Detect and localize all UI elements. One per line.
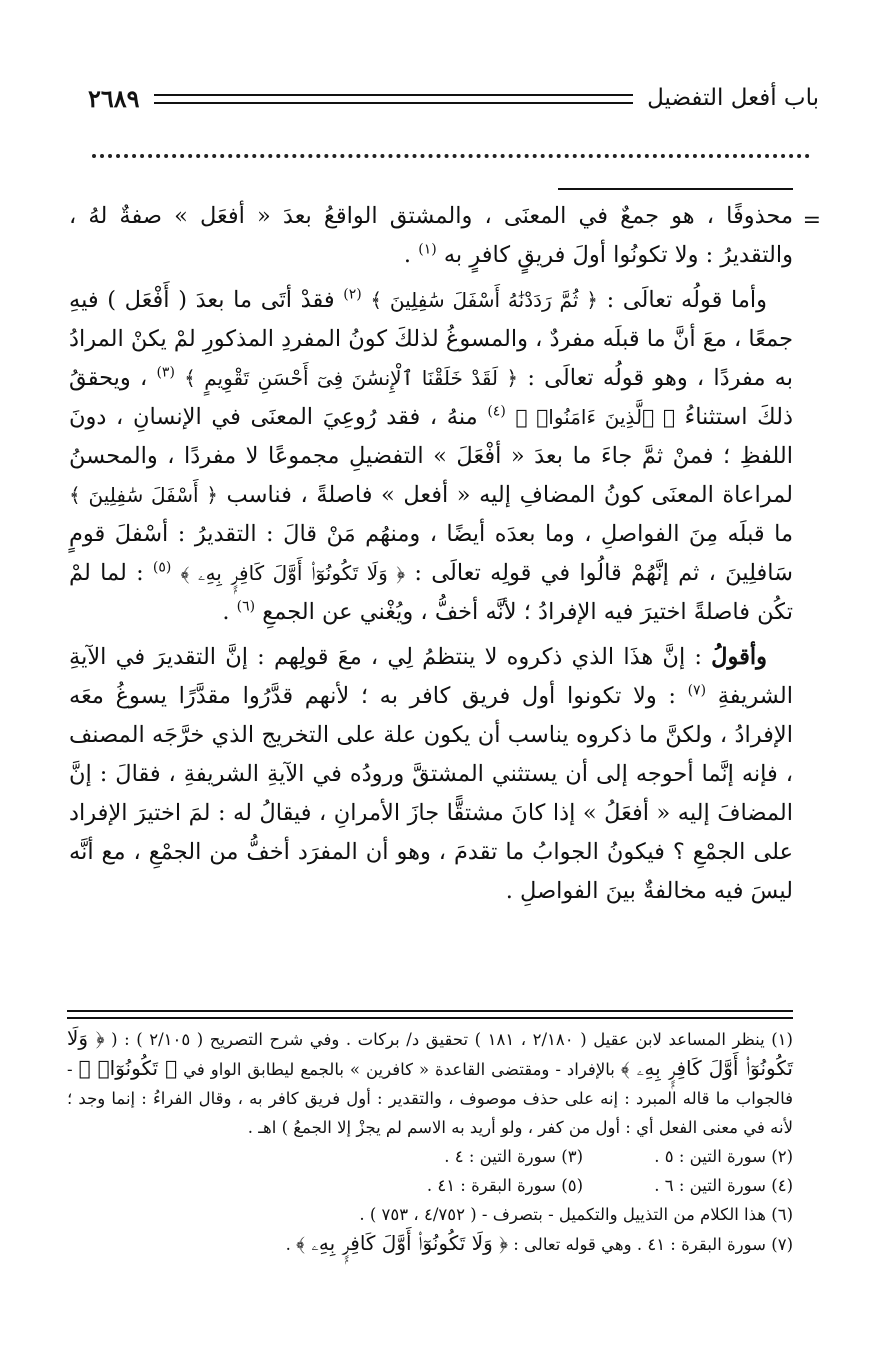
footnote-row [67,1171,793,1200]
paragraph-2: وأما قولُه تعالَى : ﴿ ثُمَّ رَدَدْنَٰهُ أَسْفَلَ سَٰفِلِينَ ﴾ $^{(٢)}$ فقدْ أتَى ما بعدَ ( أَفْعَل ) فيهِ جمعًا ، معَ أنَّ ما قبلَه مفردٌ ، والمسوغُ لذلكَ كونُ المفردِ المذكورِ لمْ يكنْ المرادُ به مفردًا ، وهو قولُه تعالَى : ﴿ لَقَدْ خَلَقْنَا ٱلْإِنسَٰنَ فِىٓ أَحْسَنِ تَقْوِيمٍ ﴾ $^{(٣)}$ ، ويحققُ ذلكَ استثناءُ ﴿ ٱلَّذِينَ ءَامَنُوا۟ ﴾ $^{(٤)}$ منهُ ، فقد رُوعِيَ المعنَى في الإنسانِ ، دونَ اللفظِ ؛ فمنْ ثمَّ جاءَ ما بعدَ « أفْعَلَ » التفضيلِ مجموعًا لا مفردًا ، والمحسنُ لمراعاة المعنَى كونُ المضافِ إليه « أفعل » فاصلةً ، فناسب ﴿ أَسْفَلَ سَٰفِلِينَ ﴾ ما قبلَه مِنَ الفواصلِ ، وما بعدَه أيضًا ، ومنهُم مَنْ قالَ : التقديرُ : أسْفلَ قومٍ سَافلِينَ ، ثم إنَّهُمْ قالُوا في قولِه تعالَى : ﴿ وَلَا تَكُونُوٓا۟ أَوَّلَ كَافِرٍۭ بِهِۦ ﴾ $^{(٥)}$ : لما لمْ تكُن فاصلةً اختيرَ فيه الإفرادُ ؛ لأنَّه أخفُّ ، ويُغْني عن الجمعِ $^{(٦)}$ . [68,286,794,625]
lead-word: وأقولُ [711,644,767,670]
header-rule [154,94,634,104]
quran-verse: ﴿ وَلَا تَكُونُوٓا۟ أَوَّلَ كَافِرٍۭ بِهِۦ ﴾ [296,1231,508,1255]
page-number: ٢٦٨٩ [88,83,140,113]
footnote-ref[interactable]: (٧) [687,682,707,699]
continuation-rule [558,188,793,190]
quran-verse: ﴿ تَكُونُوٓا۟ ﴾ [78,1056,178,1080]
quran-verse: ﴿ ٱلَّذِينَ ءَامَنُوا۟ ﴾ [515,405,675,429]
quran-verse: ﴿ لَقَدْ خَلَقْنَا ٱلْإِنسَٰنَ فِىٓ أَحْسَنِ تَقْوِيمٍ ﴾ [184,366,519,390]
footnote-5: (٥) سورة البقرة : ٤١ . [426,1176,583,1195]
footnote-1: (١) ينظر المساعد لابن عقيل ( ٢/١٨٠ ، ١٨١ ) تحقيق د/ بركات . وفي شرح التصريح ( ٢/١٠٥ ) : ( ﴿ وَلَا تَكُونُوٓا۟ أَوَّلَ كَافِرٍۭ بِهِۦ ﴾ بالإفراد - ومقتضى القاعدة « كافرين » بالجمع ليطابق الواو في ﴿ تَكُونُوٓا۟ ﴾ - فالجواب ما قاله المبرد : إنه على حذف موصوف ، والتقدير : أول فريق كافر به ، وقال الفراءُ : إنما وجد ؛ لأنه في معنى الفعل أي : أول من كفر ، ولو أريد به الاسم لم يجزْ إلا الجمعُ ) اهـ . [67,1026,793,1137]
main-text [69,197,793,917]
quran-verse: ﴿ وَلَا تَكُونُوٓا۟ أَوَّلَ كَافِرٍۭ بِهِۦ ﴾ [180,561,406,585]
footnote-2: (٢) سورة التين : ٥ . [654,1147,793,1166]
footnote-separator [67,1010,793,1019]
footnote-row [67,1142,793,1171]
footnote-ref[interactable]: (٤) [487,403,506,420]
footnotes [67,1024,793,1259]
continuation-mark: = [802,208,821,233]
quran-verse: ﴿ وَلَا تَكُونُوٓا۟ أَوَّلَ كَافِرٍۭ بِهِۦ ﴾ [67,1026,793,1080]
paragraph-1: محذوفًا ، هو جمعٌ في المعنَى ، والمشتق الواقعُ بعدَ « أفعَل » صفةٌ لهُ ، والتقديرُ : ولا تكونُوا أولَ فريقٍ كافرٍ به $^{(١)}$ . [69,203,793,268]
footnote-6: (٦) هذا الكلام من التذييل والتكميل - بتصرف - ( ٤/٧٥٢ ، ٧٥٣ ) . [359,1205,793,1224]
chapter-title: باب أفعل التفضيل [647,85,819,111]
quran-verse: ﴿ ثُمَّ رَدَدْنَٰهُ أَسْفَلَ سَٰفِلِينَ ﴾ [370,288,598,312]
dotted-separator [92,154,810,158]
footnote-4: (٤) سورة التين : ٦ . [654,1176,793,1195]
quran-verse: ﴿ أَسْفَلَ سَٰفِلِينَ ﴾ [69,483,219,507]
footnote-ref[interactable]: (١) [418,241,437,258]
running-header [88,78,819,118]
footnote-ref[interactable]: (٥) [152,559,172,576]
footnote-ref[interactable]: (٣) [156,364,175,381]
footnote-7: (٧) سورة البقرة : ٤١ . وهي قوله تعالى : ﴿ وَلَا تَكُونُوٓا۟ أَوَّلَ كَافِرٍۭ بِهِۦ ﴾ . [285,1231,793,1255]
paragraph-3: وأقولُ : إنَّ هذَا الذي ذكروه لا ينتظمُ لِي ، معَ قولِهم : إنَّ التقديرَ في الآيةِ الشريفةِ $^{(٧)}$ : ولا تكونوا أول فريق كافر به ؛ لأنهم قدَّرُوا مقدَّرًا يسوغُ معَه الإفرادُ ، ولكنَّ ما ذكروه يناسب أن يكون علة على التخريج الذي خرَّجَه المصنف ، فإنه إنَّما أحوجه إلى أن يستثني المشتقَّ ورودُه في الآيةِ الشريفةِ ، فقالَ : إنَّ المضافَ إليه « أفعَلُ » إذا كانَ مشتقًّا جازَ الأمرانِ ، فيقالُ له : لمَ اختيرَ الإفراد على الجمْعِ ؟ فيكونُ الجوابُ ما تقدمَ ، وهو أن المفرَد أخفُّ من الجمْعِ ، مع أنَّه ليسَ فيه مخالفةٌ بينَ الفواصلِ . [69,644,793,904]
footnote-ref[interactable]: (٦) [236,598,256,615]
footnote-3: (٣) سورة التين : ٤ . [444,1147,583,1166]
footnote-ref[interactable]: (٢) [343,286,362,303]
